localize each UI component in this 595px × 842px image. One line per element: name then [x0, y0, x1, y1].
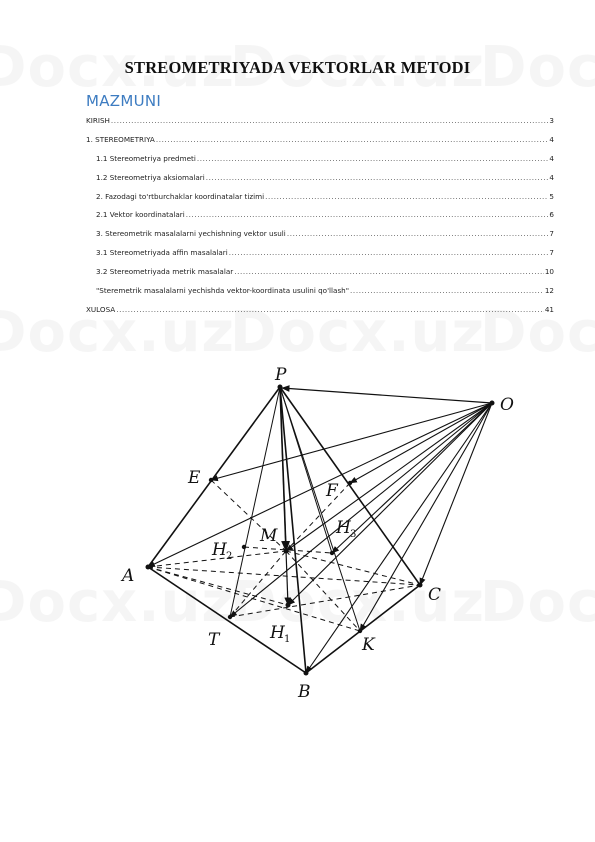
toc-leader-dots	[116, 305, 544, 314]
point-A	[146, 565, 151, 570]
point-T	[228, 615, 232, 619]
toc-entry-page: 41	[544, 304, 554, 314]
point-F	[348, 481, 352, 485]
toc-entry[interactable]	[86, 229, 554, 248]
toc-entry[interactable]	[86, 286, 554, 305]
label-C: C	[428, 585, 442, 605]
label-H1-subscript: 1	[284, 634, 291, 645]
line-OB	[306, 403, 492, 673]
toc-entry-page: 6	[549, 210, 554, 220]
toc-entry-page: 3	[549, 116, 554, 125]
toc-leader-dots	[206, 173, 549, 182]
toc-entry-page: 4	[549, 153, 554, 163]
point-M	[284, 549, 289, 554]
toc-entry-page: 5	[549, 191, 554, 201]
toc-entry-label: 1. STEREOMETRIYA	[86, 134, 155, 144]
toc-entry[interactable]	[86, 173, 554, 192]
toc-entry[interactable]	[86, 305, 554, 324]
toc-entry-page: 12	[544, 286, 554, 296]
label-F: F	[326, 481, 338, 501]
point-P	[278, 385, 283, 390]
label-T: T	[208, 630, 220, 650]
toc-entry[interactable]	[86, 210, 554, 229]
toc-entry-label: XULOSA	[86, 304, 116, 314]
label-K: K	[362, 635, 375, 655]
toc-entry-page: 7	[549, 248, 554, 258]
toc-heading: MAZMUNI	[86, 92, 162, 110]
toc-entry-page: 7	[549, 229, 554, 239]
dash-AK	[148, 567, 360, 631]
line-OP	[282, 388, 492, 403]
toc-leader-dots	[197, 154, 549, 163]
dash-FM	[286, 483, 350, 551]
diagram-lines	[148, 387, 492, 673]
label-E: E	[188, 468, 201, 488]
toc-entry-label: 1.2 Stereometriya aksiomalari	[96, 172, 205, 182]
toc-entry-label: 3.1 Stereometriyada affin masalalari	[96, 248, 228, 258]
line-OF	[350, 403, 492, 483]
toc-entry[interactable]	[86, 192, 554, 211]
toc-leader-dots	[229, 248, 549, 257]
label-B: B	[298, 682, 311, 702]
edge-PC	[280, 387, 420, 585]
toc-entry[interactable]	[86, 116, 554, 135]
toc-entry-label: 2.1 Vektor koordinatalari	[96, 210, 185, 220]
label-P: P	[275, 365, 287, 385]
toc-leader-dots	[287, 229, 549, 238]
point-E	[209, 478, 213, 482]
label-A: A	[122, 566, 135, 586]
toc-entry[interactable]	[86, 248, 554, 267]
toc-entry-page: 10	[544, 267, 554, 277]
toc-leader-dots	[350, 286, 544, 295]
edge-AB	[148, 567, 306, 673]
pyramid-diagram	[110, 355, 530, 705]
point-H3	[330, 551, 334, 555]
toc-entry-label: 3. Stereometrik masalalarni yechishning vektor usuli	[96, 229, 286, 239]
toc-entry-label: "Steremetrik masalalarni yechishda vektor-koordinata usulini qo'llash"	[96, 286, 350, 296]
toc-entry-label: KIRISH	[86, 116, 110, 125]
label-O: O	[500, 395, 514, 415]
line-PK	[280, 387, 360, 631]
toc-entry[interactable]	[86, 267, 554, 286]
toc-entry[interactable]	[86, 154, 554, 173]
table-of-contents	[86, 116, 554, 324]
toc-leader-dots	[234, 267, 544, 276]
edge-CB	[306, 585, 420, 673]
line-OM	[286, 403, 492, 551]
toc-entry-page: 4	[549, 172, 554, 182]
toc-leader-dots	[186, 210, 549, 219]
line-OE	[211, 403, 492, 480]
point-H2	[242, 545, 246, 549]
toc-entry-page: 4	[549, 134, 554, 144]
label-H3: H	[336, 518, 351, 538]
label-H2: H	[212, 540, 227, 560]
dash-TM	[230, 551, 286, 617]
edge-AC	[148, 567, 420, 585]
toc-entry-label: 1.1 Stereometriya predmeti	[96, 153, 196, 163]
toc-entry-label: 2. Fazodagi to'rtburchaklar koordinatalar tizimi	[96, 191, 265, 201]
diagram-labels	[120, 365, 514, 702]
pyramid-figure	[110, 355, 530, 705]
line-OC	[420, 403, 492, 585]
label-H3-subscript: 3	[350, 529, 357, 540]
toc-entry[interactable]	[86, 135, 554, 154]
point-B	[304, 671, 309, 676]
label-M: M	[260, 526, 278, 546]
toc-leader-dots	[156, 135, 549, 144]
toc-leader-dots	[111, 116, 549, 125]
toc-leader-dots	[265, 192, 548, 201]
point-C	[418, 583, 423, 588]
point-K	[358, 629, 362, 633]
line-OK	[360, 403, 492, 631]
label-H2-subscript: 2	[226, 551, 233, 562]
dash-TC	[230, 585, 420, 617]
dash-MK	[286, 551, 360, 631]
label-H1: H	[270, 623, 285, 643]
document-title: STREOMETRIYADA VEKTORLAR METODI	[124, 58, 471, 77]
toc-entry-label: 3.2 Stereometriyada metrik masalalar	[96, 267, 234, 277]
point-O	[490, 401, 495, 406]
point-H1	[286, 603, 291, 608]
